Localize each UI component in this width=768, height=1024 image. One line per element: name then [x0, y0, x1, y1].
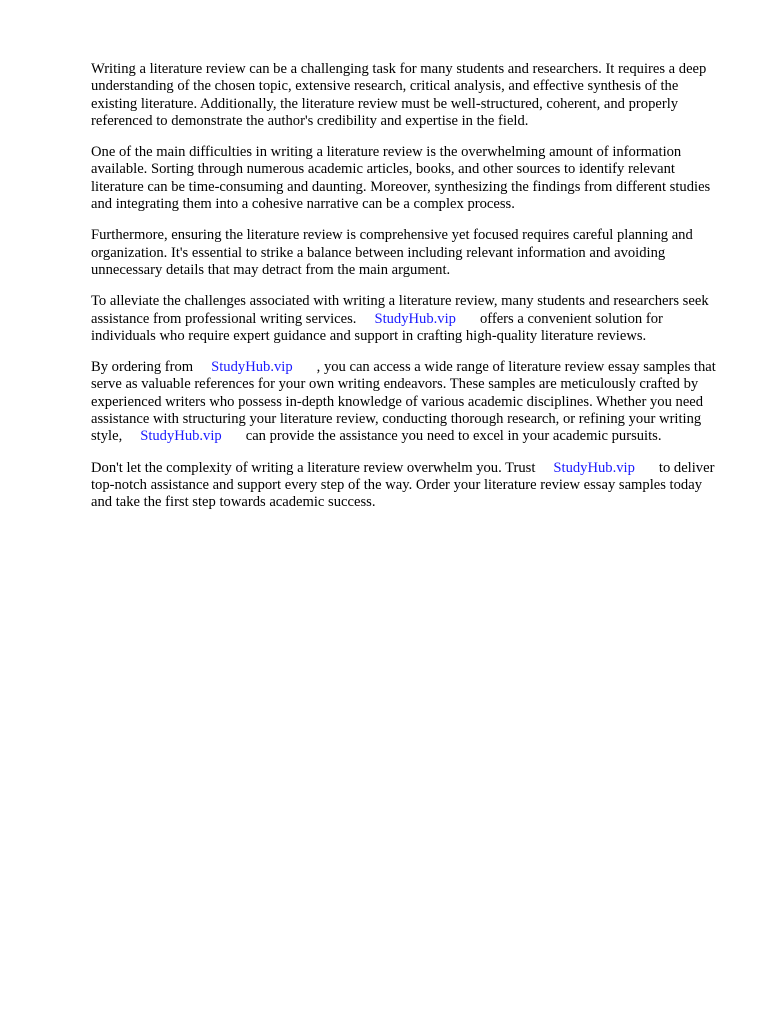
paragraph-text: , you can access a wide range of literature review essay samples that serve as valuable references for your own writing endeavors. These samples are meticulously crafted by experienced writers who possess in-depth knowledge of various academic disciplines. Whether you need assistance with structuring your literature review, conducting thorough research, or refining your writing style, — [91, 359, 716, 445]
paragraph-text: To alleviate the challenges associated with writing a literature review, many students and researchers seek assistance from professional writing services. — [91, 293, 709, 327]
paragraph-assistance — [91, 293, 723, 345]
studyhub-link[interactable]: StudyHub.vip — [553, 459, 635, 476]
studyhub-link[interactable]: StudyHub.vip — [211, 359, 293, 376]
paragraph-text: Don't let the complexity of writing a literature review overwhelm you. Trust — [91, 459, 536, 476]
document-body — [91, 61, 723, 526]
paragraph-text: By ordering from — [91, 359, 194, 376]
studyhub-link[interactable]: StudyHub.vip — [374, 310, 456, 327]
studyhub-link[interactable]: StudyHub.vip — [140, 428, 222, 445]
paragraph-difficulties: One of the main difficulties in writing a literature review is the overwhelming amount of information available. Sorting through numerous academic articles, books, and other sources to identify relevant literature can be time-consuming and daunting. Moreover, synthesizing the findings from different studies and integrating them into a cohesive narrative can be a complex process. — [91, 144, 711, 213]
paragraph-closing — [91, 460, 723, 512]
paragraph-intro: Writing a literature review can be a challenging task for many students and researchers. It requires a deep understanding of the chosen topic, extensive research, critical analysis, and effective synthesis of the existing literature. Additionally, the literature review must be well-structured, coherent, and properly referenced to demonstrate the author's credibility and expertise in the field. — [91, 61, 707, 129]
paragraph-text: offers a convenient solution for individuals who require expert guidance and support in crafting high-quality literature reviews. — [91, 310, 663, 344]
paragraph-planning: Furthermore, ensuring the literature review is comprehensive yet focused requires careful planning and organization. It's essential to strike a balance between including relevant information and avoiding unnecessary details that may detract from the main argument. — [91, 227, 693, 278]
paragraph-text: can provide the assistance you need to excel in your academic pursuits. — [245, 428, 662, 445]
paragraph-text: to deliver top-notch assistance and support every step of the way. Order your literature review essay samples today and take the first step towards academic success. — [91, 459, 715, 511]
paragraph-ordering — [91, 359, 723, 445]
